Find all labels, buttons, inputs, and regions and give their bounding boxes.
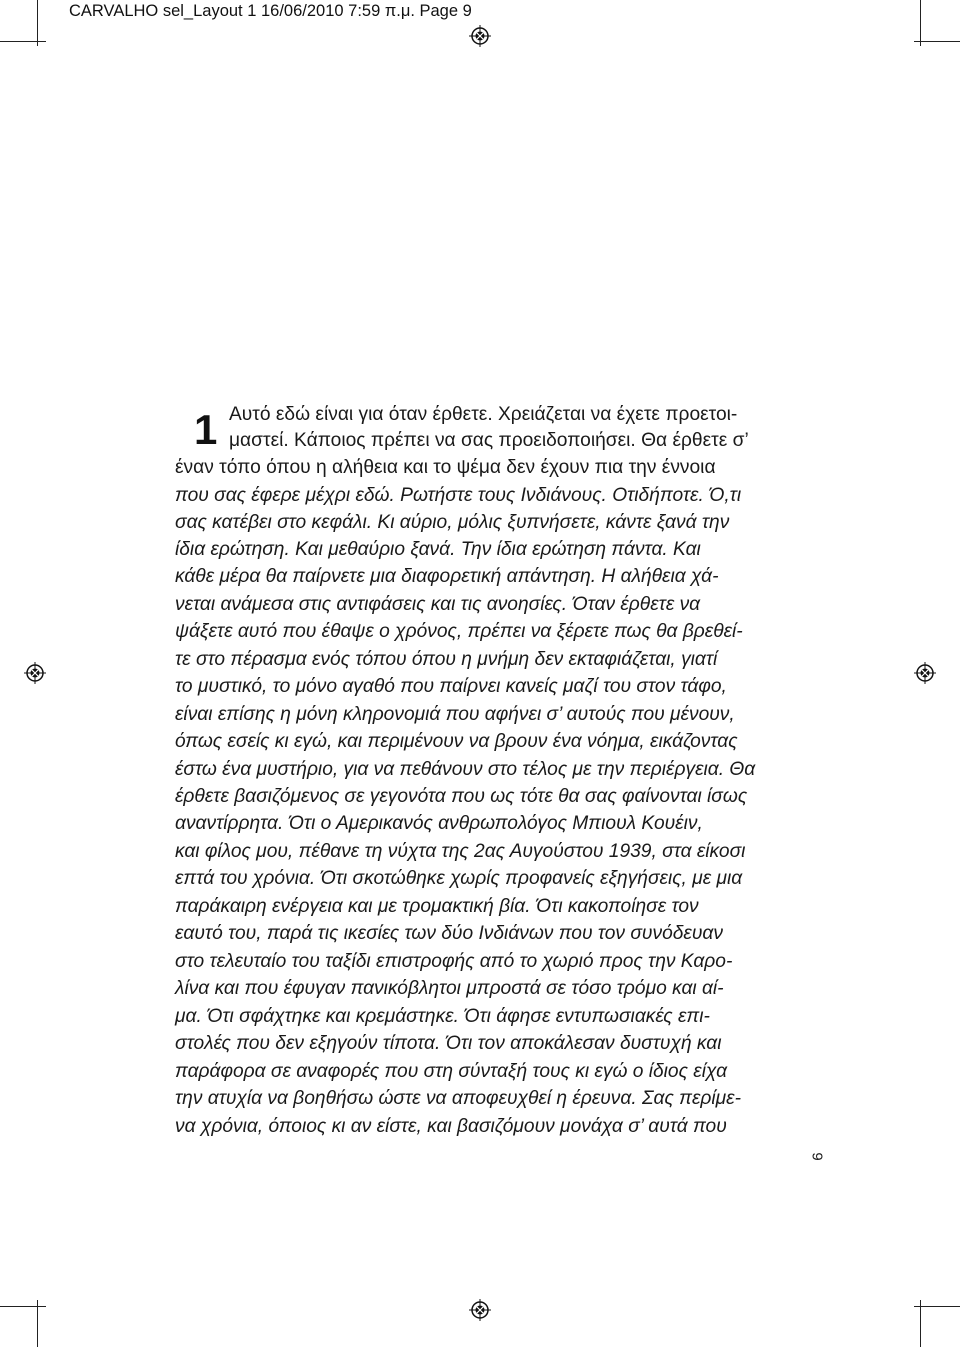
registration-mark-icon: [469, 25, 491, 47]
body-line: έναν τόπο όπου η αλήθεια και το ψέμα δεν έχουν πια την έννοια: [175, 457, 716, 478]
crop-mark: [37, 1300, 38, 1347]
crop-mark: [920, 1300, 921, 1347]
body-line: τε στο πέρασμα ενός τόπου όπου η μνήμη δεν εκταφιάζεται, γιατί: [175, 649, 718, 670]
body-line: αναντίρρητα. Ότι ο Αμερικανός ανθρωπολόγος Μπιουλ Κουέιν,: [175, 813, 703, 834]
body-line: επτά του χρόνια. Ότι σκοτώθηκε χωρίς προφανείς εξηγήσεις, με μια: [175, 868, 743, 889]
body-line: νεται ανάμεσα στις αντιφάσεις και τις ανοησίες. Όταν έρθετε να: [175, 594, 701, 615]
registration-mark-icon: [469, 1299, 491, 1321]
body-line: Αυτό εδώ είναι για όταν έρθετε. Χρειάζεται να έχετε προετοι-: [229, 404, 738, 425]
registration-mark-icon: [914, 662, 936, 684]
crop-mark: [920, 0, 921, 46]
crop-mark: [0, 1306, 46, 1307]
crop-mark: [0, 41, 46, 42]
body-line: μαστεί. Κάποιος πρέπει να σας προειδοποιήσει. Θα έρθετε σ’: [229, 430, 749, 451]
body-line: που σας έφερε μέχρι εδώ. Ρωτήστε τους Ινδιάνους. Οτιδήποτε. Ό,τι: [175, 485, 742, 506]
body-line: να χρόνια, όποιος κι αν είστε, και βασιζόμουν μονάχα σ’ αυτά που: [175, 1116, 727, 1137]
body-line: έστω ένα μυστήριο, για να πεθάνουν στο τέλος με την περιέργεια. Θα: [175, 759, 756, 780]
body-line: ψάξετε αυτό που έθαψε ο χρόνος, πρέπει να ξέρετε πως θα βρεθεί-: [175, 621, 743, 642]
body-line: και φίλος μου, πέθανε τη νύχτα της 2ας Αυγούστου 1939, στα είκοσι: [175, 841, 746, 862]
chapter-number: 1: [194, 406, 218, 453]
body-line: την ατυχία να βοηθήσω ώστε να αποφευχθεί η έρευνα. Σας περίμε-: [175, 1088, 741, 1109]
crop-mark: [37, 0, 38, 46]
print-slug: CARVALHO sel_Layout 1 16/06/2010 7:59 π.μ. Page 9: [69, 2, 472, 20]
crop-mark: [914, 41, 960, 42]
body-line: ίδια ερώτηση. Και μεθαύριο ξανά. Την ίδια ερώτηση πάντα. Και: [175, 539, 701, 560]
body-line: μα. Ότι σφάχτηκε και κρεμάστηκε. Ότι άφησε εντυπωσιακές επι-: [175, 1006, 710, 1027]
body-line: έρθετε βασιζόμενος σε γεγονότα που ως τότε θα σας φαίνονται ίσως: [175, 786, 748, 807]
body-line: όπως εσείς κι εγώ, και περιμένουν να βρουν ένα νόημα, εικάζοντας: [175, 731, 738, 752]
body-line: παράκαιρη ενέργεια και με τρομακτική βία. Ότι κακοποίησε τον: [175, 896, 699, 917]
registration-mark-icon: [24, 662, 46, 684]
body-line: παράφορα σε αναφορές που στη σύνταξή τους κι εγώ ο ίδιος είχα: [175, 1061, 728, 1082]
body-line: στολές που δεν εξηγούν τίποτα. Ότι τον αποκάλεσαν δυστυχή και: [175, 1033, 722, 1054]
crop-mark: [914, 1306, 960, 1307]
body-line: κάθε μέρα θα παίρνετε μια διαφορετική απάντηση. Η αλήθεια χά-: [175, 566, 719, 587]
page-number: 9: [808, 1152, 826, 1161]
body-line: λίνα και που έφυγαν πανικόβλητοι μπροστά σε τόσο τρόμο και αί-: [175, 978, 724, 999]
body-line: εαυτό του, παρά τις ικεσίες των δύο Ινδιάνων που τον συνόδευαν: [175, 923, 723, 944]
body-line: στο τελευταίο του ταξίδι επιστροφής από το χωριό προς την Καρο-: [175, 951, 733, 972]
body-line: σας κατέβει στο κεφάλι. Κι αύριο, μόλις ξυπνήσετε, κάντε ξανά την: [175, 512, 730, 533]
body-line: είναι επίσης η μόνη κληρονομιά που αφήνει σ’ αυτούς που μένουν,: [175, 704, 735, 725]
body-line: το μυστικό, το μόνο αγαθό που παίρνει κανείς μαζί του στον τάφο,: [175, 676, 727, 697]
